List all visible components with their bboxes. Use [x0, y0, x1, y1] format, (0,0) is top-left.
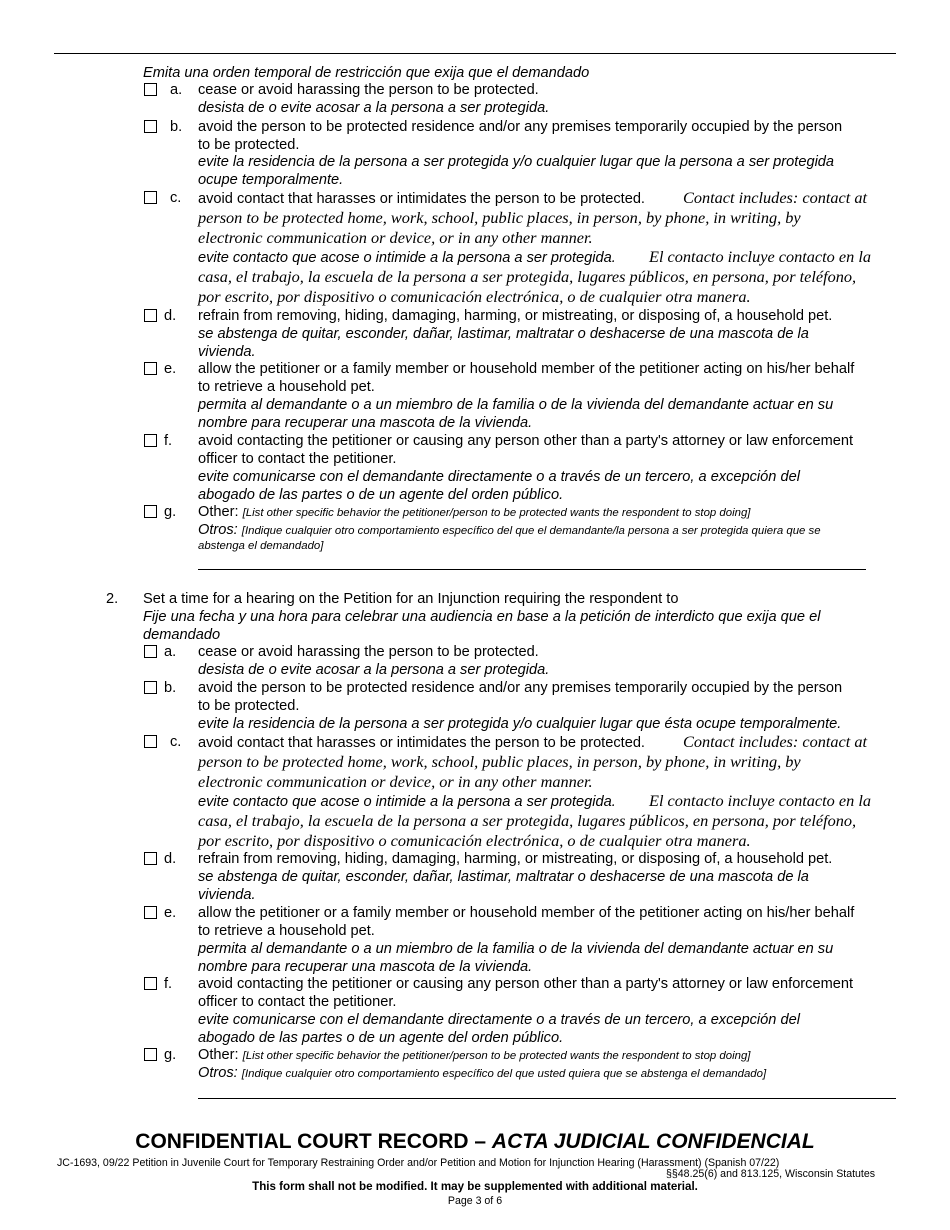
- other-label: [198, 503, 750, 522]
- item-text-en: to be protected.: [198, 137, 300, 153]
- top-divider: [54, 53, 896, 54]
- item-text-es: vivienda.: [198, 344, 256, 360]
- section2-lead-es: demandado: [143, 627, 221, 643]
- item-text-es: nombre para recuperar una mascota de la vivienda.: [198, 959, 533, 975]
- item-letter: f.: [164, 976, 173, 992]
- other-behavior-input-1[interactable]: [198, 569, 866, 570]
- confidential-record-title: [0, 1130, 950, 1154]
- page-number: Page 3 of 6: [447, 1195, 503, 1207]
- other-label-text: Other:: [198, 504, 239, 520]
- otros-hint: abstenga el demandado]: [198, 540, 324, 552]
- item-text-en: avoid contacting the petitioner or causing any person other than a party's attorney or law enforcement: [198, 976, 854, 992]
- item-text-en: cease or avoid harassing the person to be protected.: [198, 82, 539, 98]
- item-text-en: officer to contact the petitioner.: [198, 451, 397, 467]
- item-text-es: abogado de las partes o de un agente del orden público.: [198, 1030, 564, 1046]
- contact-definition-es: por escrito, por dispositivo o comunicación electrónica, o de cualquier otra manera.: [198, 831, 751, 850]
- section2-number: 2.: [106, 591, 119, 607]
- otros-hint: [Indique cualquier otro comportamiento específico del que usted quiera que se abstenga el demandado]: [241, 1068, 767, 1080]
- otros-label-text: Otros:: [198, 522, 238, 538]
- other-hint: [List other specific behavior the petitioner/person to be protected wants the respondent to stop doing]: [242, 507, 751, 519]
- other-label-text: Other:: [198, 1047, 239, 1063]
- contact-definition-es: casa, el trabajo, la escuela de la persona a ser protegida, lugares públicos, en persona, por teléfono,: [198, 267, 857, 286]
- checkbox-1f[interactable]: [144, 434, 157, 447]
- title-es: ACTA JUDICIAL CONFIDENCIAL: [491, 1130, 815, 1153]
- item-letter: b.: [170, 119, 183, 135]
- checkbox-1c[interactable]: [144, 191, 157, 204]
- item-text-en: avoid contact that harasses or intimidates the person to be protected.: [198, 191, 645, 207]
- item-text-es: permita al demandante o a un miembro de la familia o de la vivienda del demandante actuar en su: [198, 397, 834, 413]
- item-text-en: to retrieve a household pet.: [198, 923, 375, 939]
- item-letter: b.: [164, 680, 177, 696]
- item-text-es: desista de o evite acosar a la persona a ser protegida.: [198, 100, 550, 116]
- contact-definition-en: Contact includes: contact at: [683, 732, 868, 751]
- otros-label: [198, 1064, 766, 1083]
- item-text-es: nombre para recuperar una mascota de la vivienda.: [198, 415, 533, 431]
- item-letter: c.: [170, 190, 182, 206]
- item-text-es: evite la residencia de la persona a ser protegida y/o cualquier lugar que la persona a ser protegida: [198, 154, 835, 170]
- item-text-en: officer to contact the petitioner.: [198, 994, 397, 1010]
- item-text-en: avoid contact that harasses or intimidates the person to be protected.: [198, 735, 645, 751]
- checkbox-2b[interactable]: [144, 681, 157, 694]
- contact-definition-es: por escrito, por dispositivo o comunicación electrónica, o de cualquier otra manera.: [198, 287, 751, 306]
- item-letter: d.: [164, 308, 177, 324]
- item-text-es: ocupe temporalmente.: [198, 172, 344, 188]
- title-en: CONFIDENTIAL COURT RECORD –: [135, 1130, 492, 1153]
- checkbox-1g[interactable]: [144, 505, 157, 518]
- contact-definition-es: El contacto incluye contacto en la: [649, 247, 871, 266]
- contact-definition-en: person to be protected home, work, school, public places, in person, by phone, in writing, by: [198, 752, 801, 771]
- section1-intro: Emita una orden temporal de restricción que exija que el demandado: [143, 65, 590, 81]
- item-letter: g.: [164, 1047, 177, 1063]
- item-letter: e.: [164, 361, 177, 377]
- other-label: [198, 1046, 750, 1065]
- item-text-es: se abstenga de quitar, esconder, dañar, lastimar, maltratar o deshacerse de una mascota de la: [198, 326, 809, 342]
- item-text-es: evite comunicarse con el demandante directamente o a través de un tercero, a excepción del: [198, 469, 800, 485]
- item-text-es: evite la residencia de la persona a ser protegida y/o cualquier lugar que ésta ocupe temporalmente.: [198, 716, 842, 732]
- form-identifier: JC-1693, 09/22 Petition in Juvenile Court for Temporary Restraining Order and/or Petition and Motion for Injunction Hearing (Harassment) (Spanish 07/22): [57, 1157, 780, 1169]
- item-letter: g.: [164, 504, 177, 520]
- item-text-es: evite contacto que acose o intimide a la persona a ser protegida.: [198, 794, 616, 810]
- item-text-en: allow the petitioner or a family member or household member of the petitioner acting on his/her behalf: [198, 905, 855, 921]
- contact-definition-en: person to be protected home, work, school, public places, in person, by phone, in writing, by: [198, 208, 801, 227]
- item-text-en: avoid contacting the petitioner or causing any person other than a party's attorney or law enforcement: [198, 433, 854, 449]
- checkbox-1d[interactable]: [144, 309, 157, 322]
- other-behavior-input-2[interactable]: [198, 1098, 896, 1099]
- otros-label-text: Otros:: [198, 1065, 238, 1081]
- item-text-en: allow the petitioner or a family member or household member of the petitioner acting on his/her behalf: [198, 361, 855, 377]
- checkbox-1a[interactable]: [144, 83, 157, 96]
- item-text-es: vivienda.: [198, 887, 256, 903]
- item-text-en: refrain from removing, hiding, damaging, harming, or mistreating, or disposing of, a household pet.: [198, 308, 833, 324]
- item-text-es: se abstenga de quitar, esconder, dañar, lastimar, maltratar o deshacerse de una mascota de la: [198, 869, 809, 885]
- item-letter: f.: [164, 433, 173, 449]
- section2-lead: Set a time for a hearing on the Petition for an Injunction requiring the respondent to: [143, 591, 679, 607]
- item-letter: e.: [164, 905, 177, 921]
- statutes-reference: §§48.25(6) and 813.125, Wisconsin Statutes: [666, 1168, 876, 1180]
- contact-definition-en: Contact includes: contact at: [683, 188, 868, 207]
- checkbox-2c[interactable]: [144, 735, 157, 748]
- checkbox-2g[interactable]: [144, 1048, 157, 1061]
- contact-definition-en: electronic communication or device, or in any other manner.: [198, 228, 593, 247]
- section2-lead-es: Fije una fecha y una hora para celebrar una audiencia en base a la petición de interdicto que exija que el: [143, 609, 821, 625]
- checkbox-1e[interactable]: [144, 362, 157, 375]
- item-text-en: avoid the person to be protected residence and/or any premises temporarily occupied by the person: [198, 680, 843, 696]
- item-text-es: evite contacto que acose o intimide a la persona a ser protegida.: [198, 250, 616, 266]
- checkbox-1b[interactable]: [144, 120, 157, 133]
- other-hint: [List other specific behavior the petitioner/person to be protected wants the respondent to stop doing]: [242, 1050, 751, 1062]
- checkbox-2e[interactable]: [144, 906, 157, 919]
- item-text-es: permita al demandante o a un miembro de la familia o de la vivienda del demandante actuar en su: [198, 941, 834, 957]
- item-letter: a.: [164, 644, 177, 660]
- item-text-es: evite comunicarse con el demandante directamente o a través de un tercero, a excepción del: [198, 1012, 800, 1028]
- item-text-en: avoid the person to be protected residence and/or any premises temporarily occupied by the person: [198, 119, 843, 135]
- item-text-en: to retrieve a household pet.: [198, 379, 375, 395]
- contact-definition-en: electronic communication or device, or in any other manner.: [198, 772, 593, 791]
- otros-hint: [Indique cualquier otro comportamiento específico del que el demandante/la persona a ser protegida quiera que se: [241, 525, 821, 537]
- item-text-en: refrain from removing, hiding, damaging, harming, or mistreating, or disposing of, a household pet.: [198, 851, 833, 867]
- contact-definition-es: El contacto incluye contacto en la: [649, 791, 871, 810]
- checkbox-2d[interactable]: [144, 852, 157, 865]
- item-letter: c.: [170, 734, 182, 750]
- item-text-es: abogado de las partes o de un agente del orden público.: [198, 487, 564, 503]
- checkbox-2f[interactable]: [144, 977, 157, 990]
- item-text-es: desista de o evite acosar a la persona a ser protegida.: [198, 662, 550, 678]
- item-letter: d.: [164, 851, 177, 867]
- modification-notice: This form shall not be modified. It may be supplemented with additional material.: [252, 1180, 698, 1193]
- contact-definition-es: casa, el trabajo, la escuela de la persona a ser protegida, lugares públicos, en persona, por teléfono,: [198, 811, 857, 830]
- item-letter: a.: [170, 82, 183, 98]
- item-text-en: to be protected.: [198, 698, 300, 714]
- item-text-en: cease or avoid harassing the person to be protected.: [198, 644, 539, 660]
- checkbox-2a[interactable]: [144, 645, 157, 658]
